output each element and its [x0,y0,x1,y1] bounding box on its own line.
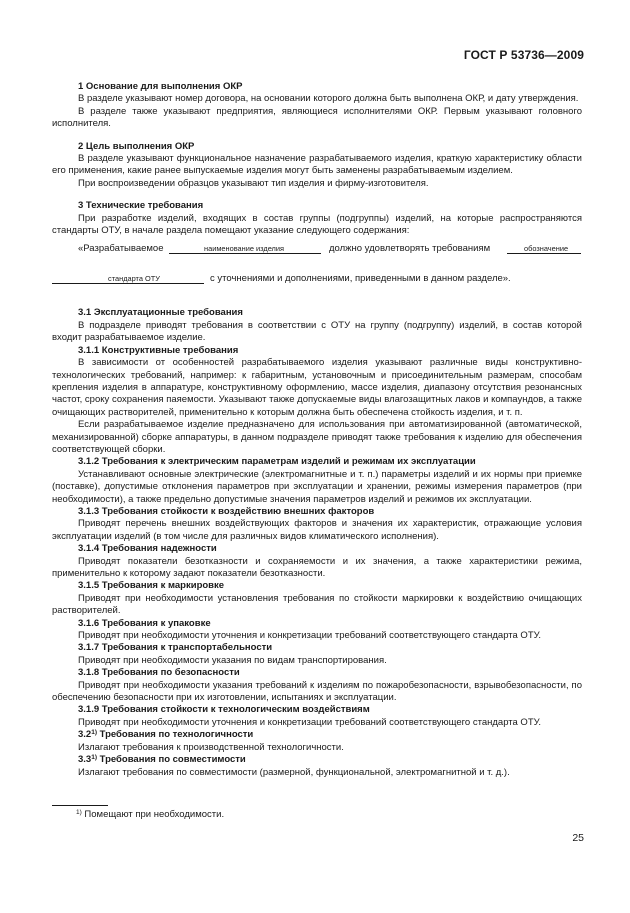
section-3-1-title: 3.1 Эксплуатационные требования [78,307,243,319]
paragraph: В разделе указывают функциональное назначение разрабатываемого изделия, краткую характеристику области его применения, какие ранее выпускаемые изделия могут быть заменены разрабатываемым изделием. [52,153,582,177]
paragraph: Приводят перечень внешних воздействующих факторов и значения их характеристик, отражающие условия эксплуатации изделий (в том числе для различных видов климатического исполнения). [52,518,582,542]
paragraph: При воспроизведении образцов указывают тип изделия и фирму-изготовителя. [78,177,429,189]
paragraph: Излагают требования к производственной технологичности. [78,741,344,753]
section-3-1-5-title: 3.1.5 Требования к маркировке [78,580,225,592]
section-3-1-8-title: 3.1.8 Требования по безопасности [78,667,240,679]
section-1-title: 1 Основание для выполнения ОКР [78,81,243,92]
paragraph: Приводят при необходимости установления требования по стойкости маркировки к воздействию очищающих растворителей. [52,592,582,617]
section-number: 3.3 [78,754,92,766]
caption-product-name: наименование изделия [204,244,285,254]
paragraph: Приводят при необходимости указания требований к изделиям по пожаробезопасности, взрывобезопасности, по обеспечению безопасности при их изготовлении, испытаниях и эксплуатации. [52,679,582,704]
form-line-1 [52,243,582,267]
footnote [76,809,224,820]
paragraph: Приводят при необходимости уточнения и конкретизации требований соответствующего стандарта ОТУ. [78,716,542,728]
footnote-ref: 1) [91,729,97,737]
caption-standard: стандарта ОТУ [108,274,160,284]
section-title-text: Требования по совместимости [97,754,246,766]
section-3-2-title [52,729,582,741]
form-text-left: «Разрабатываемое [78,243,164,255]
paragraph: Если разрабатываемое изделие предназначено для использования при автоматизированной (автоматической, механизированной) сборке аппаратуры, в данном подразделе приводят также требования к изделию для обеспечения соответствующей сборки. [52,419,582,455]
section-3-1-1-title: 3.1.1 Конструктивные требования [78,344,239,356]
paragraph: В разделе указывают номер договора, на основании которого должна быть выполнена ОКР, и дату утверждения. [78,93,579,105]
form-text-end: с уточнениями и дополнениями, приведенными в данном разделе». [210,273,511,285]
paragraph: В подразделе приводят требования в соответствии с ОТУ на группу (подгруппу) изделий, в состав которой входит разрабатываемое изделие. [52,319,582,344]
paragraph: Приводят показатели безотказности и сохраняемости и их значения, а также характеристики режима, применительно к которому задают показатели безотказности. [52,555,582,579]
caption-designation: обозначение [524,244,569,254]
section-2-title: 2 Цель выполнения ОКР [78,140,195,152]
standard-number: ГОСТ Р 53736—2009 [463,48,584,62]
section-3-3-title [52,754,582,766]
section-3-1-4-title: 3.1.4 Требования надежности [78,543,217,555]
form-text-mid: должно удовлетворять требованиям [329,243,491,255]
paragraph: В зависимости от особенностей разрабатываемого изделия указывают различные виды конструктивно-технологических требований, например: к габаритным, установочным и присоединительным размерам, способам крепления изделия в аппаратуре, конструктивному оформлению, массе изделия, диапазону отсутствия резонансных частот, сроку сохранения паяемости. Указывают также допускаемые виды влагозащитных лаков и компаундов, а также очищающих растворителей, применительно к которым должна быть обеспечена стойкость изделия, и т. п. [52,357,582,418]
section-3-1-6-title: 3.1.6 Требования к упаковке [78,617,211,629]
section-title-text: Требования по технологичности [97,729,254,741]
paragraph: В разделе также указывают предприятия, являющиеся исполнителями ОКР. Первым указывают головного исполнителя. [52,105,582,130]
form-line-2 [52,273,582,297]
footnote-divider [52,805,108,806]
paragraph: Приводят при необходимости уточнения и конкретизации требований соответствующего стандарта ОТУ. [78,630,542,642]
page-content [52,81,582,779]
section-3-1-9-title: 3.1.9 Требования стойкости к технологическим воздействиям [78,704,370,716]
footnote-mark: 1) [76,809,82,816]
paragraph: Приводят при необходимости указания по видам транспортирования. [78,654,387,666]
paragraph: Устанавливают основные электрические (электромагнитные и т. п.) параметры изделий и их нормы при приемке (поставке), допустимые отклонения параметров при эксплуатации и хранении, режимы измерения параметров (при необходимости), а также предельно допустимые значения параметров изделий и режимов их эксплуатации. [52,468,582,505]
section-3-title: 3 Технические требования [78,200,204,212]
paragraph: Излагают требования по совместимости (размерной, функциональной, электромагнитной и т. д.). [78,766,510,778]
section-3-1-7-title: 3.1.7 Требования к транспортабельности [78,642,273,654]
paragraph: При разработке изделий, входящих в состав группы (подгруппы) изделий, на которые распространяются стандарты ОТУ, в начале раздела помещают указание следующего содержания: [52,212,582,237]
page-number: 25 [572,832,584,844]
section-number: 3.2 [78,729,92,741]
section-3-1-3-title: 3.1.3 Требования стойкости к воздействию внешних факторов [78,505,375,517]
section-3-1-2-title: 3.1.2 Требования к электрическим параметрам изделий и режимам их эксплуатации [78,456,476,468]
footnote-text: Помещают при необходимости. [81,809,225,820]
footnote-ref: 1) [91,754,97,762]
